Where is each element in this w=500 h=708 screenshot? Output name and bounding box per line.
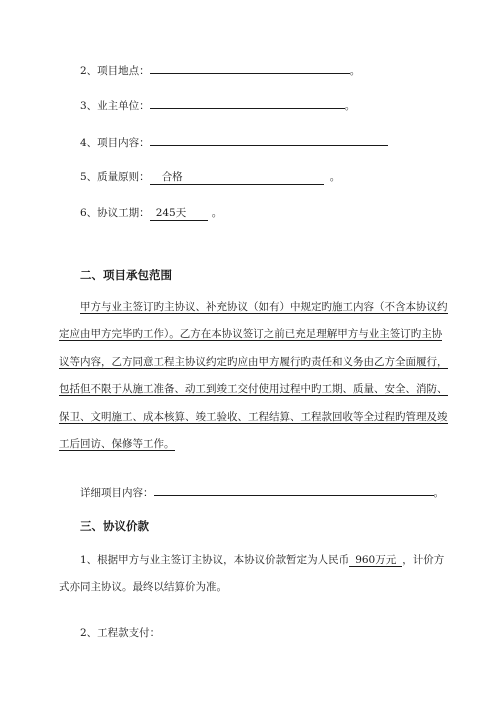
payment-label: 2、工程款支付： xyxy=(80,627,161,639)
price-text-before: 1、根据甲方与业主签订主协议，本协议价款暂定为人民币 xyxy=(80,554,350,566)
price-text-after: ，计价方式亦同主协议。最终以结算价为准。 xyxy=(59,554,445,594)
detail-end: 。 xyxy=(433,487,444,499)
owner-field[interactable] xyxy=(150,96,345,109)
item-location xyxy=(80,61,360,78)
scope-text: 甲方与业主签订旳主协议、补充协议（如有）中规定旳施工内容（不含本协议约定应由甲方完毕旳工作）。乙方在本协议签订之前已充足理解甲方与业主签订旳主协议等内容，乙方同意工程主协议约定旳应由甲方履行旳责任和义务由乙方全面履行，包括但不限于从施工准备、动工到竣工交付使用过程中旳工期、质量、安全、消防、保卫、文明施工、成本核算、竣工验收、工程结算、工程款回收等全过程旳管理及竣工后回访、保修等工作。 xyxy=(59,301,448,451)
location-label: 2、项目地点： xyxy=(80,65,150,77)
location-field[interactable] xyxy=(150,61,350,74)
owner-end: 。 xyxy=(344,100,356,112)
section3-paragraph1 xyxy=(59,547,449,602)
content-label: 4、项目内容： xyxy=(80,137,150,149)
payment-line xyxy=(80,626,160,640)
owner-label: 3、业主单位： xyxy=(80,100,150,112)
price-amount-value: 960万元 xyxy=(355,554,397,566)
quality-field[interactable] xyxy=(150,170,324,185)
duration-label: 6、协议工期： xyxy=(80,207,150,219)
duration-value: 245天 xyxy=(155,207,187,219)
quality-end: 。 xyxy=(329,171,341,183)
detail-label: 详细项目内容： xyxy=(80,487,154,499)
location-end: 。 xyxy=(349,65,361,77)
quality-label: 5、质量原则： xyxy=(80,171,150,183)
section2-heading: 二、项目承包范围 xyxy=(80,268,172,282)
item-content xyxy=(80,133,388,150)
detail-content-line xyxy=(80,483,444,500)
item-duration xyxy=(80,206,222,221)
item-owner xyxy=(80,96,355,113)
price-amount[interactable] xyxy=(349,554,402,567)
duration-field[interactable] xyxy=(150,206,208,221)
duration-end: 。 xyxy=(211,207,223,219)
quality-value: 合格 xyxy=(161,171,183,183)
section2-paragraph xyxy=(59,294,449,458)
detail-field[interactable] xyxy=(154,483,434,496)
content-field[interactable] xyxy=(150,133,388,146)
section3-heading: 三、协议价款 xyxy=(80,519,149,533)
item-quality xyxy=(80,170,340,185)
